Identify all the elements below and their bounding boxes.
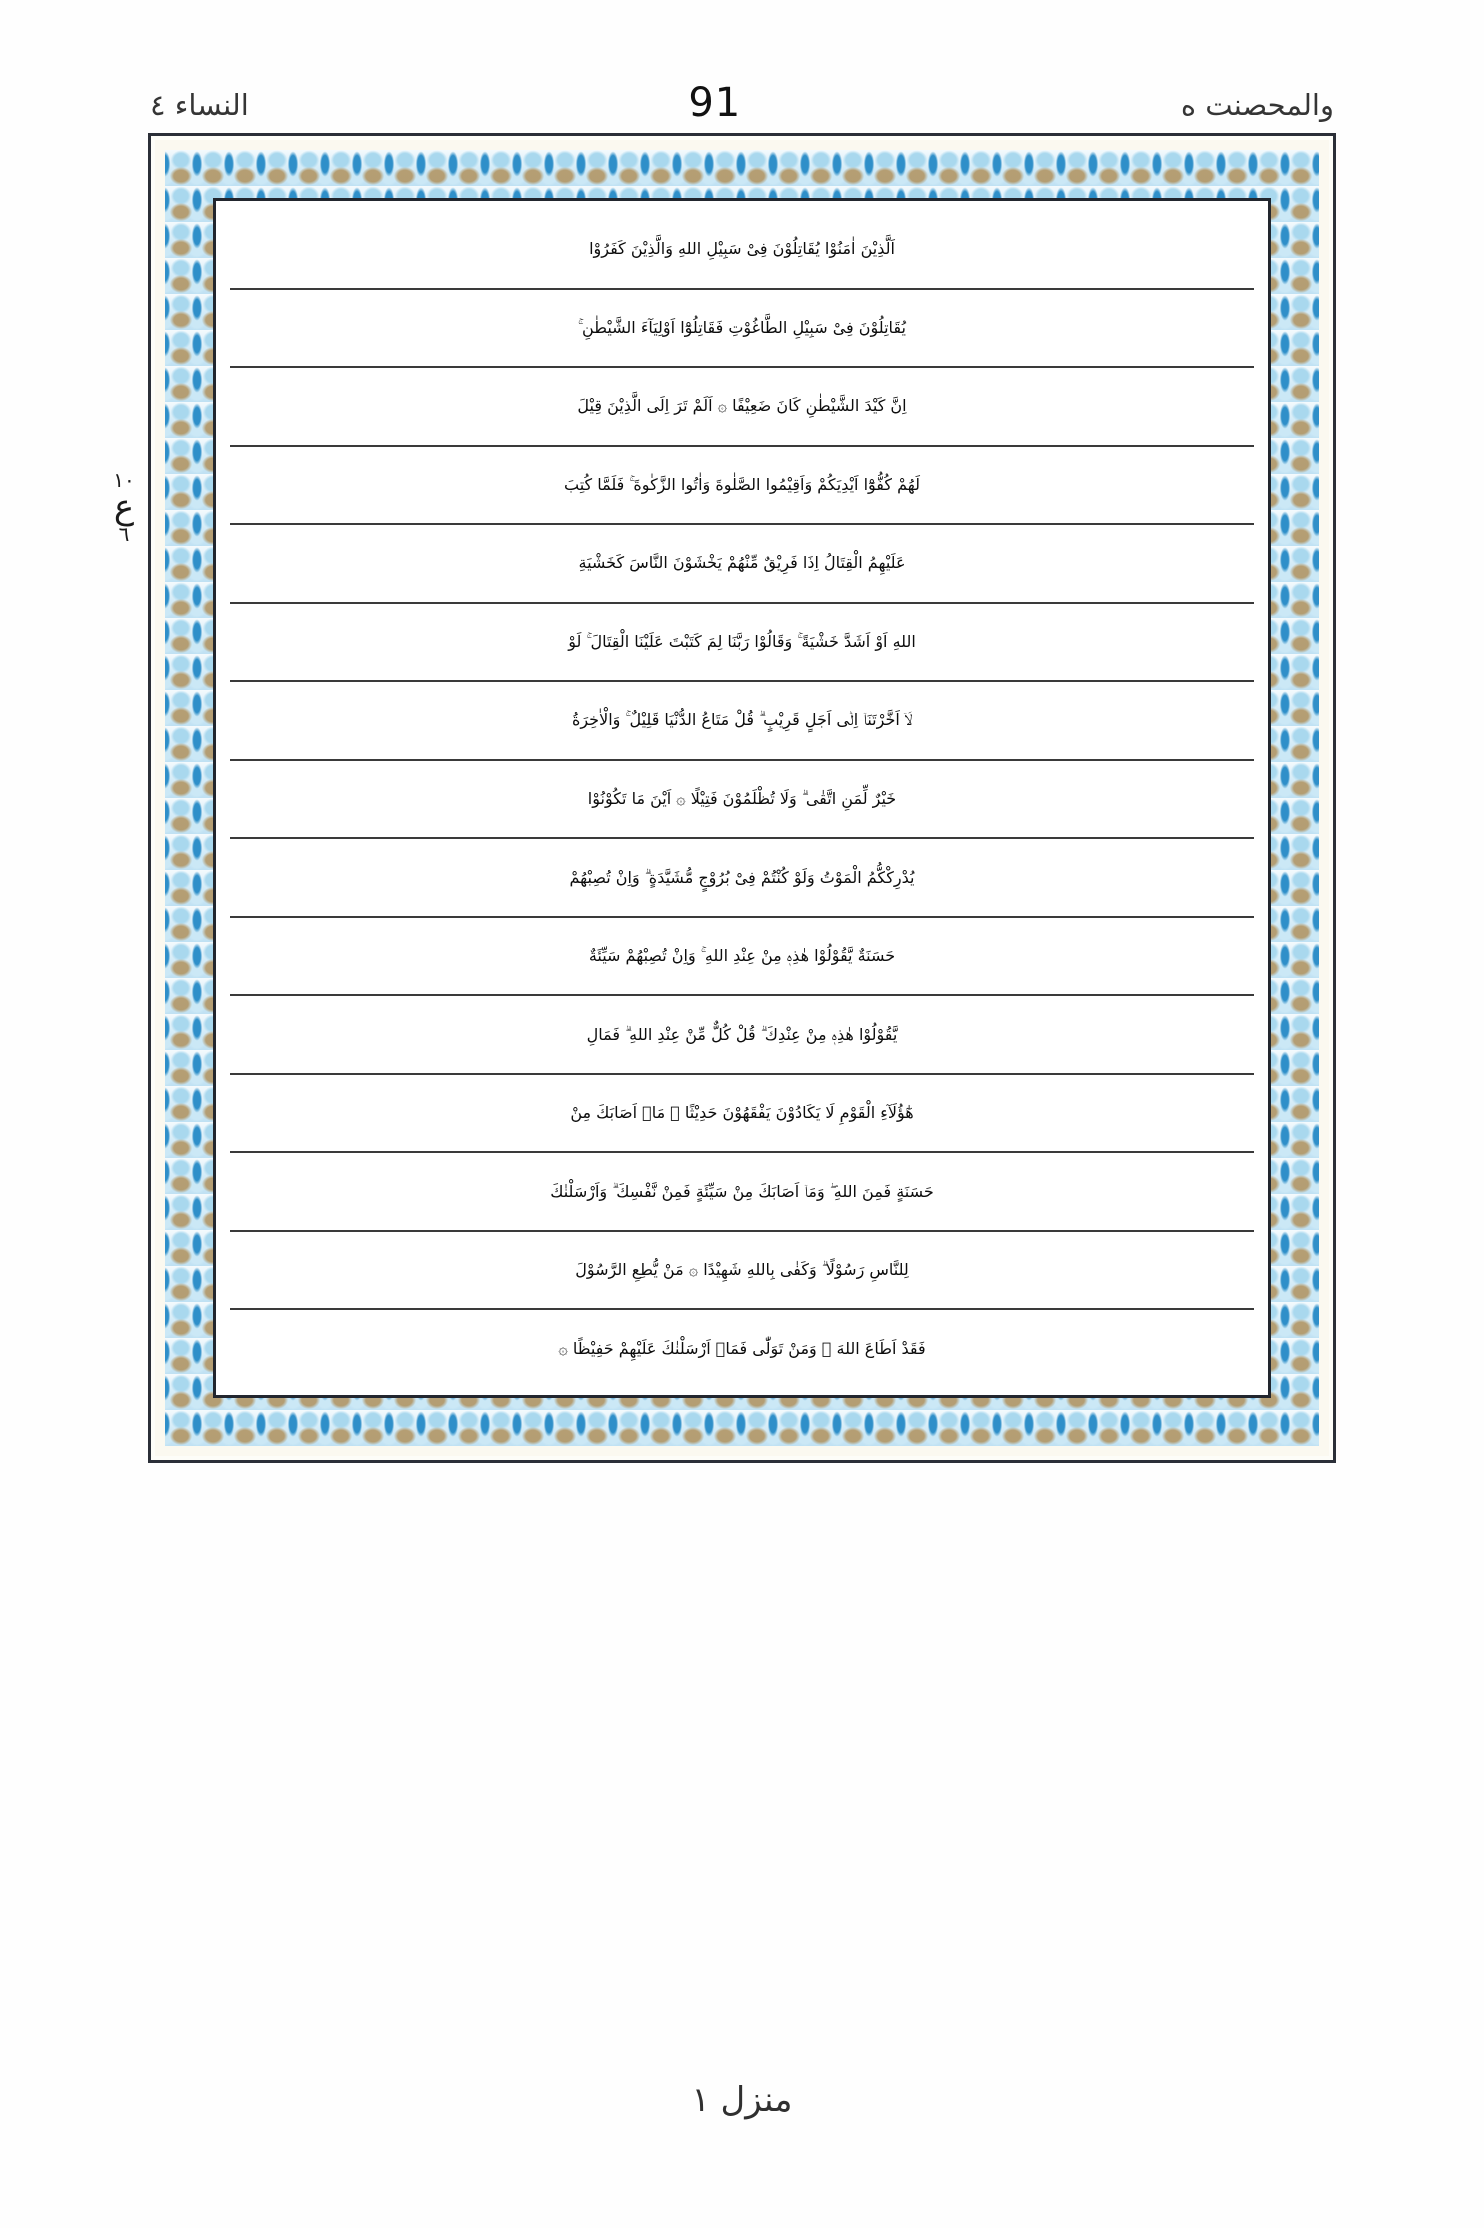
text-line (230, 290, 1254, 369)
quran-text-panel (216, 201, 1268, 1395)
text-line (230, 839, 1254, 918)
frame-padding (155, 140, 1329, 1456)
ornamental-frame (148, 133, 1336, 1463)
line-text: خَيْرٌ لِّمَنِ اتَّقٰى ۗ وَلَا تُظْلَمُوْنَ فَتِيْلًا ۞ اَيْنَ مَا تَكُوْنُوْا (587, 788, 897, 808)
manzil-label: منزل ١ (691, 2080, 793, 2120)
line-text: عَلَيْهِمُ الْقِتَالُ اِذَا فَرِيْقٌ مِّنْهُمْ يَخْشَوْنَ النَّاسَ كَخَشْيَةِ (578, 553, 906, 573)
line-text: اَلَّذِيْنَ اٰمَنُوْا يُقَاتِلُوْنَ فِىْ سَبِيْلِ اللهِ وَالَّذِيْنَ كَفَرُوْا (589, 239, 895, 259)
inner-frame-rule (213, 198, 1271, 1398)
text-line (230, 1310, 1254, 1387)
line-text: هٰٓؤُلَآءِ الْقَوْمِ لَا يَكَادُوْنَ يَفْقَهُوْنَ حَدِيْثًا ۞ مَاۤ اَصَابَكَ مِنْ (570, 1103, 914, 1123)
text-line (230, 447, 1254, 526)
ruku-marker (96, 470, 152, 544)
line-text: حَسَنَةٍ فَمِنَ اللهِ ۖ وَمَاۤ اَصَابَكَ مِنْ سَيِّئَةٍ فَمِنْ نَّفْسِكَ ۗ وَاَرْسَلْنٰكَ (550, 1181, 934, 1201)
juz-marker-header: والمحصنت ه (1180, 88, 1334, 123)
line-text: يُقَاتِلُوْنَ فِىْ سَبِيْلِ الطَّاغُوْتِ فَقَاتِلُوْٓا اَوْلِيَآءَ الشَّيْطٰنِ ۚ (578, 317, 906, 337)
page-number: 91 (688, 80, 742, 126)
text-line (230, 525, 1254, 604)
ruku-numerator: ١٠ (113, 468, 135, 492)
text-line (230, 682, 1254, 761)
line-text: لَهُمْ كُفُّوْٓا اَيْدِيَكُمْ وَاَقِيْمُوا الصَّلٰوةَ وَاٰتُوا الزَّكٰوةَ ۚ فَلَمَّا كُتِبَ (564, 474, 920, 494)
text-line (230, 1153, 1254, 1232)
page-header (150, 52, 1334, 126)
line-text: يُدْرِكْكُّمُ الْمَوْتُ وَلَوْ كُنْتُمْ فِىْ بُرُوْجٍ مُّشَيَّدَةٍ ۗ وَاِنْ تُصِبْهُمْ (569, 867, 915, 887)
text-line (230, 1075, 1254, 1154)
text-line (230, 211, 1254, 290)
line-text: اللهِ اَوْ اَشَدَّ خَشْيَةً ۚ وَقَالُوْا رَبَّنَا لِمَ كَتَبْتَ عَلَيْنَا الْقِتَالَ ۚ لَوْ (568, 631, 916, 651)
line-text: لِلنَّاسِ رَسُوْلًا ۗ وَكَفٰى بِاللهِ شَهِيْدًا ۞ مَنْ يُّطِعِ الرَّسُوْلَ (575, 1260, 909, 1280)
text-line (230, 996, 1254, 1075)
line-text: فَقَدْ اَطَاعَ اللهَ ۚ وَمَنْ تَوَلّٰى فَمَاۤ اَرْسَلْنٰكَ عَلَيْهِمْ حَفِيْظًا ۞ (558, 1338, 926, 1358)
surah-name-header: النساء ٤ (150, 88, 249, 123)
page-footer (0, 2080, 1484, 2120)
text-line (230, 368, 1254, 447)
line-text: لَاۤ اَخَّرْتَنَاۤ اِلٰۤى اَجَلٍ قَرِيْبٍ ۗ قُلْ مَتَاعُ الدُّنْيَا قَلِيْلٌ ۚ وَالْاٰخِرَةُ (571, 710, 913, 730)
text-line (230, 604, 1254, 683)
floral-border-band (165, 150, 1319, 1446)
text-line (230, 918, 1254, 997)
line-text: اِنَّ كَيْدَ الشَّيْطٰنِ كَانَ ضَعِيْفًا ۞ اَلَمْ تَرَ اِلَى الَّذِيْنَ قِيْلَ (577, 396, 907, 416)
line-text: حَسَنَةٌ يَّقُوْلُوْا هٰذِهٖ مِنْ عِنْدِ اللهِ ۚ وَاِنْ تُصِبْهُمْ سَيِّئَةٌ (588, 946, 896, 966)
ruku-denominator: ٦ (118, 522, 130, 546)
text-line (230, 1232, 1254, 1311)
ruku-ain-icon: ع (113, 487, 135, 527)
text-line (230, 761, 1254, 840)
line-text: يَّقُوْلُوْا هٰذِهٖ مِنْ عِنْدِكَ ۗ قُلْ كُلٌّ مِّنْ عِنْدِ اللهِ ۗ فَمَالِ (586, 1024, 898, 1044)
